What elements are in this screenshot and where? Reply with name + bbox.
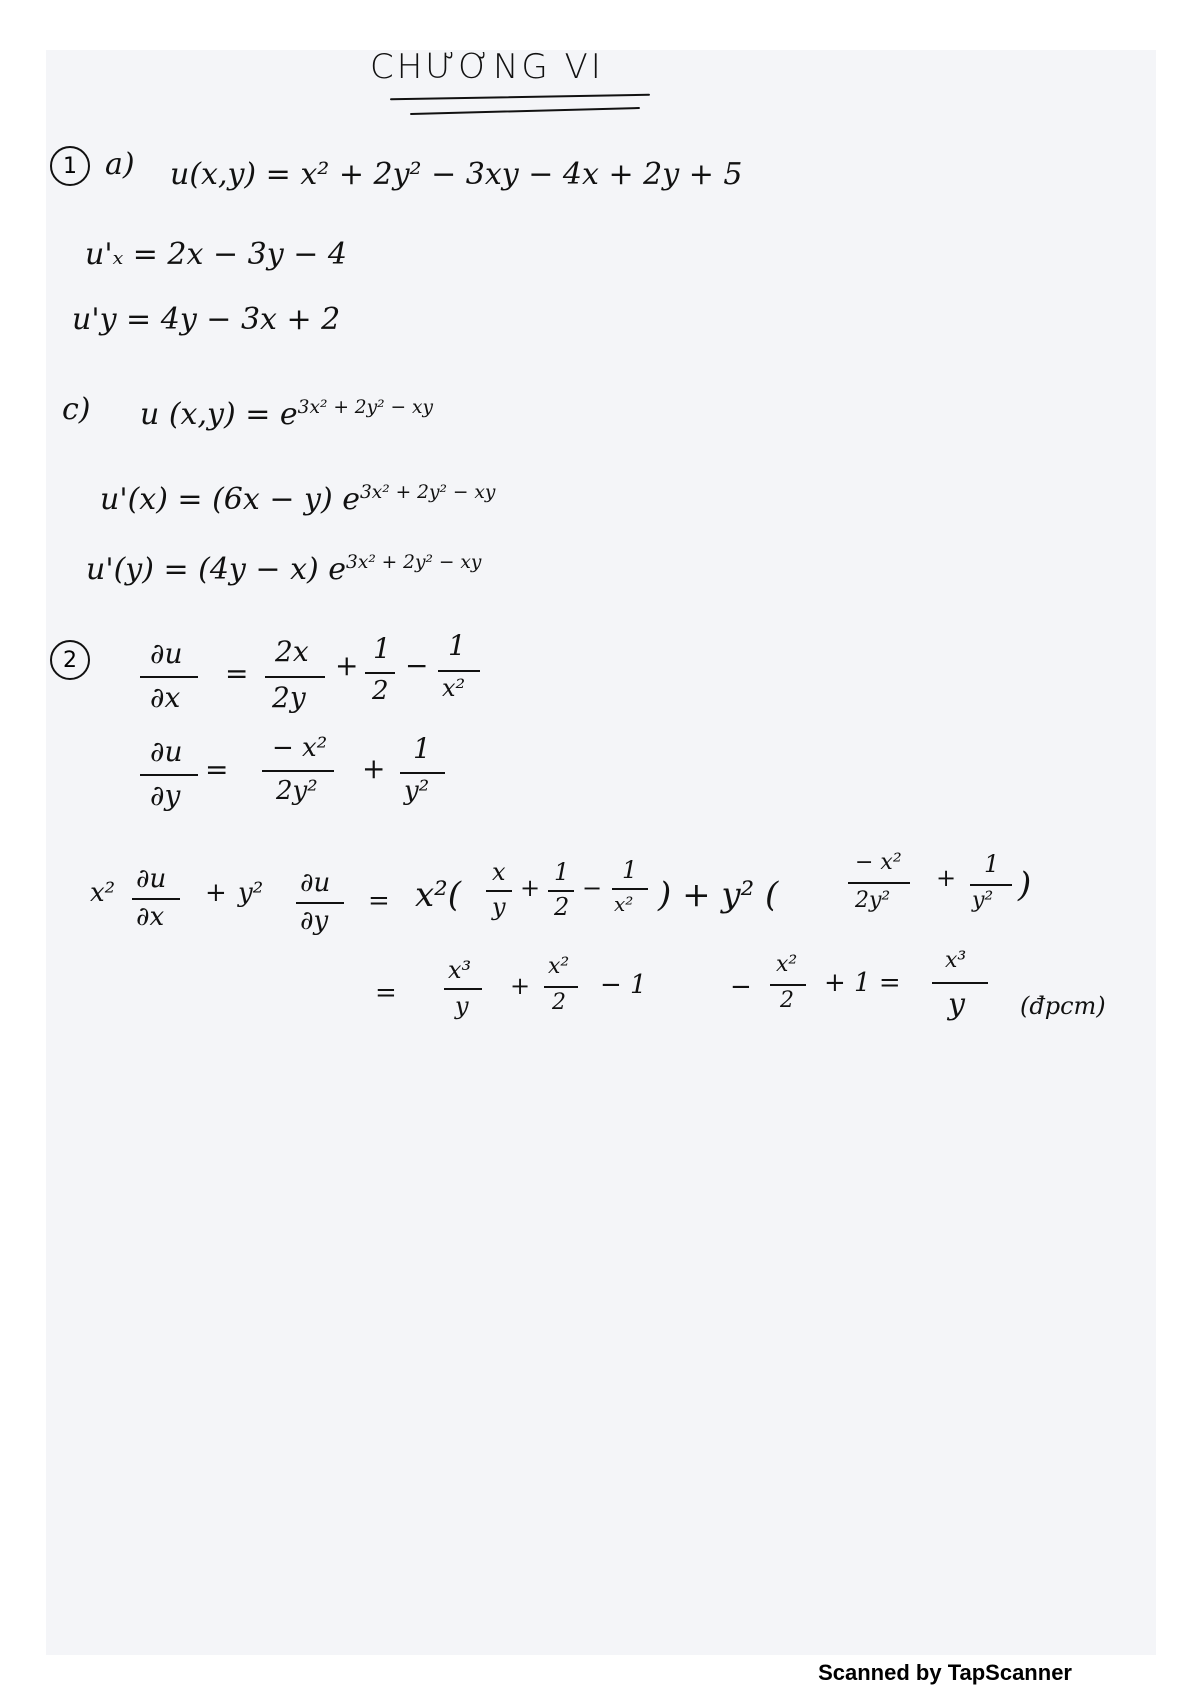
du-dy-eq: = xyxy=(205,753,229,786)
du-dx-t1-den: 2y xyxy=(272,681,306,714)
rhs1-o1: + xyxy=(520,874,541,902)
rhs2-o3: − xyxy=(730,972,752,1002)
du-dx-bar xyxy=(140,676,198,678)
du-dx-t1-num: 2x xyxy=(275,635,309,668)
rhs2-o1: + xyxy=(510,972,531,1000)
rhs2-f3n: x² xyxy=(776,952,798,977)
rhs1-f1-bar xyxy=(486,890,512,892)
rhs2-f4-bar xyxy=(932,982,988,984)
rhs1-f2n: 1 xyxy=(554,858,570,886)
rhs1-o3: + xyxy=(936,864,957,892)
problem-1c-ux-exp: 3x² + 2y² − xy xyxy=(359,481,496,503)
combo-b: y² xyxy=(238,878,264,908)
du-dy-bar xyxy=(140,774,198,776)
problem-1c-function xyxy=(140,396,433,432)
problem-1a-ux: u'ₓ = 2x − 3y − 4 xyxy=(85,237,347,272)
du-dy-t1-num: − x² xyxy=(272,733,328,763)
du-dy-op1: + xyxy=(362,752,386,785)
du-dx-num: ∂u xyxy=(150,637,183,670)
rhs1-o2: − xyxy=(582,874,603,902)
rhs1-f1n: x xyxy=(492,858,506,886)
du-dx-den: ∂x xyxy=(150,681,181,714)
problem-1c-function-exp: 3x² + 2y² − xy xyxy=(297,396,433,418)
rhs1-f4-bar xyxy=(848,882,910,884)
rhs2-note: (đpcm) xyxy=(1020,992,1106,1020)
problem-2-number: 2 xyxy=(50,640,90,680)
rhs2-f1n: x³ xyxy=(448,956,472,984)
rhs2-f1-bar xyxy=(444,988,482,990)
problem-1a-uy: u'y = 4y − 3x + 2 xyxy=(72,302,341,337)
rhs2-f2-bar xyxy=(544,986,578,988)
combo-da-bar xyxy=(132,898,180,900)
du-dx-t2-bar xyxy=(365,672,395,674)
rhs2-eq: = xyxy=(375,978,397,1008)
du-dx-op1: + xyxy=(335,649,359,682)
du-dx-t3-num: 1 xyxy=(448,629,466,662)
problem-1a-label: a) xyxy=(105,147,135,182)
rhs2-o2: − 1 xyxy=(600,970,647,1000)
du-dx-t1-bar xyxy=(265,676,325,678)
rhs1-f3n: 1 xyxy=(622,856,638,884)
combo-db-bar xyxy=(296,902,344,904)
combo-da-den: ∂x xyxy=(136,902,165,932)
problem-1c-function-lhs: u (x,y) = e xyxy=(140,397,298,432)
du-dy-t1-bar xyxy=(262,770,334,772)
du-dx-eq: = xyxy=(225,657,249,690)
problem-1a-function: u(x,y) = x² + 2y² − 3xy − 4x + 2y + 5 xyxy=(170,157,743,192)
combo-db-den: ∂y xyxy=(300,906,329,936)
problem-1-number: 1 xyxy=(50,146,90,186)
problem-1c-uy xyxy=(86,551,482,587)
rhs2-f4d: y xyxy=(948,987,965,1022)
rhs1-f4d: 2y² xyxy=(855,888,891,913)
rhs2-f1d: y xyxy=(455,992,469,1020)
problem-1c-label: c) xyxy=(62,392,91,427)
du-dy-t2-den: y² xyxy=(404,776,430,806)
rhs1-f5-bar xyxy=(970,884,1012,886)
combo-db-num: ∂u xyxy=(300,868,331,898)
du-dx-t2-num: 1 xyxy=(373,632,391,665)
combo-eq: = xyxy=(368,886,390,916)
scanner-watermark: Scanned by TapScanner xyxy=(818,1660,1072,1685)
problem-1c-ux-lhs: u'(x) = (6x − y) e xyxy=(100,482,360,517)
rhs1-f3-bar xyxy=(612,888,648,890)
rhs1-f1d: y xyxy=(492,893,506,921)
page-title: CHƯƠNG VI xyxy=(370,47,604,87)
du-dy-t2-num: 1 xyxy=(413,732,431,765)
du-dx-t3-den: x² xyxy=(442,674,466,702)
problem-1c-uy-exp: 3x² + 2y² − xy xyxy=(346,551,482,573)
combo-plus: + xyxy=(205,878,227,908)
rhs2-f4n: x³ xyxy=(945,948,967,973)
rhs1-f5d: y² xyxy=(972,888,994,913)
rhs2-f3-bar xyxy=(770,984,806,986)
problem-1c-uy-lhs: u'(y) = (4y − x) e xyxy=(86,552,346,587)
problem-1c-ux xyxy=(100,481,496,517)
du-dx-t3-bar xyxy=(438,670,480,672)
rhs2-f2n: x² xyxy=(548,954,570,979)
rhs1-post: ) xyxy=(1018,865,1032,905)
du-dy-num: ∂u xyxy=(150,735,183,768)
combo-a: x² xyxy=(90,878,116,908)
rhs1-f4n: − x² xyxy=(855,850,902,875)
rhs1-pre: x²( xyxy=(415,875,462,915)
rhs1-f3d: x² xyxy=(614,892,634,916)
rhs1-f2d: 2 xyxy=(554,893,570,921)
rhs1-f2-bar xyxy=(548,890,574,892)
rhs2-f3d: 2 xyxy=(780,988,794,1013)
rhs2-o4: + 1 = xyxy=(824,968,901,998)
rhs2-f2d: 2 xyxy=(552,990,566,1015)
du-dx-t2-den: 2 xyxy=(372,676,389,706)
du-dy-den: ∂y xyxy=(150,779,181,812)
du-dy-t2-bar xyxy=(400,772,445,774)
du-dy-t1-den: 2y² xyxy=(276,776,318,806)
combo-da-num: ∂u xyxy=(136,864,167,894)
rhs1-mid: ) + y² ( xyxy=(658,875,779,915)
du-dx-op2: − xyxy=(405,649,429,682)
rhs1-f5n: 1 xyxy=(984,850,1000,878)
